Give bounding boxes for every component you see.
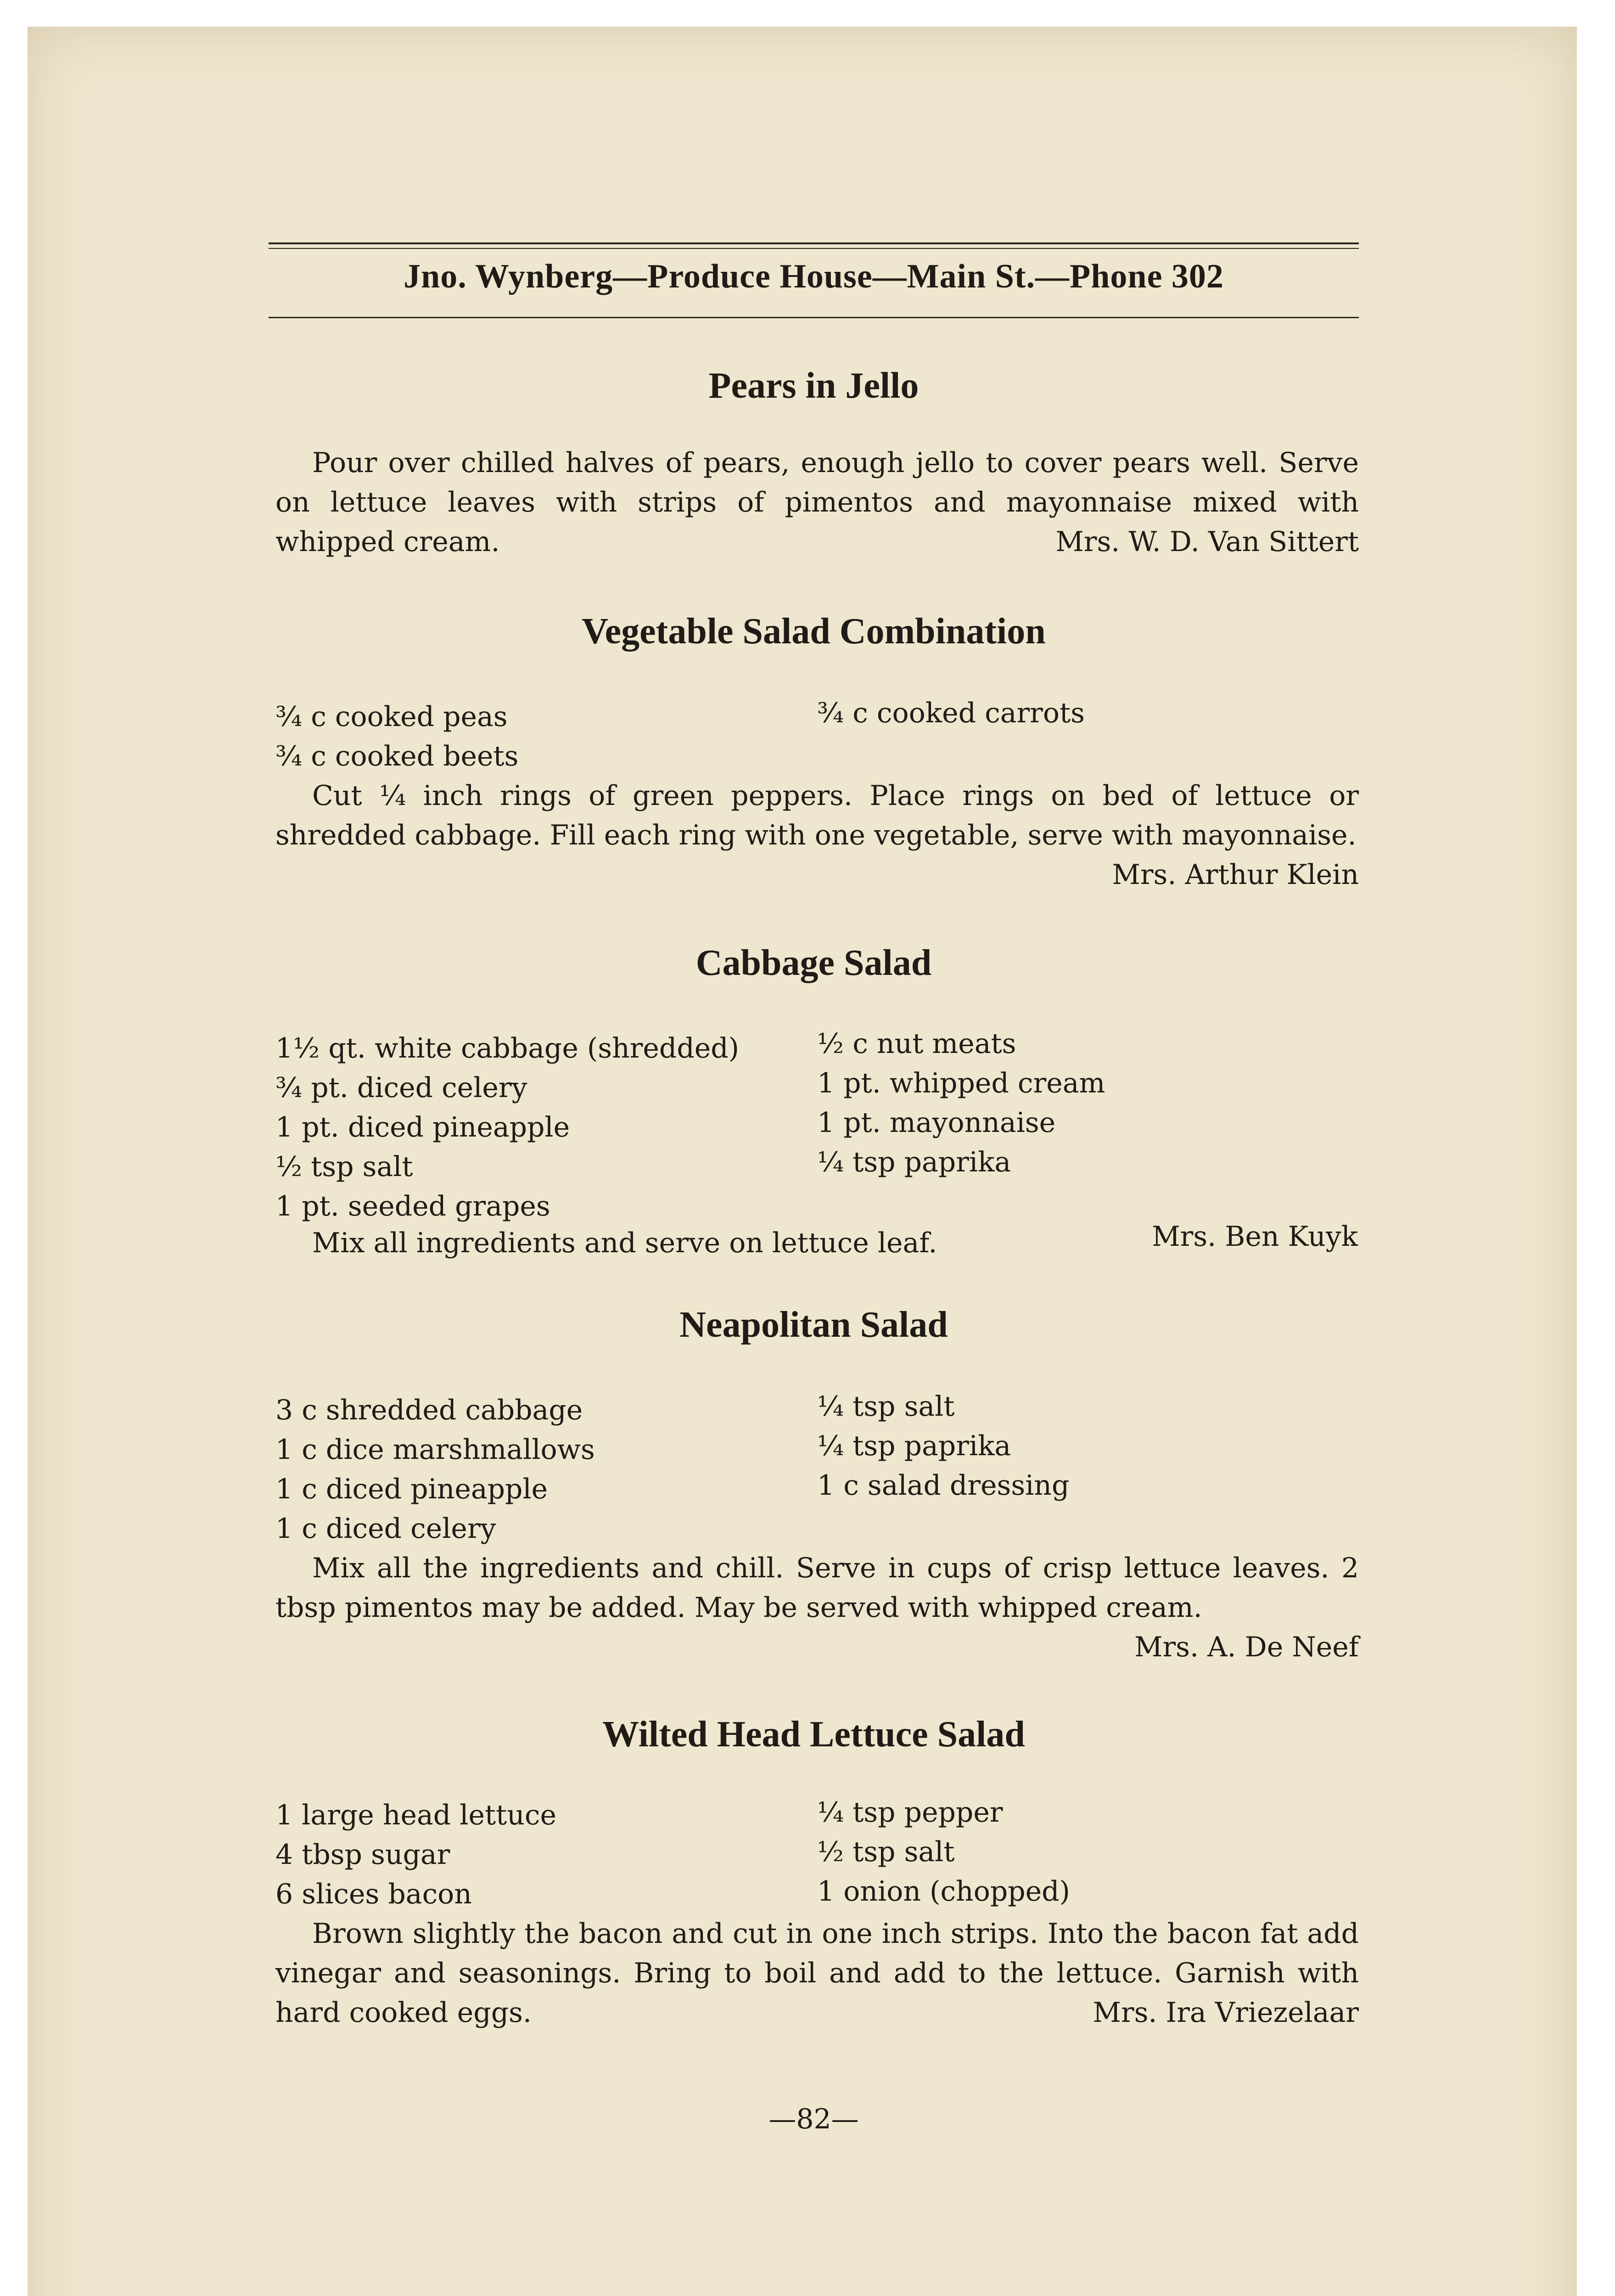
recipe-title: Cabbage Salad — [695, 943, 932, 983]
ingredient: ¾ c cooked beets — [275, 740, 519, 772]
ingredient: ¼ tsp paprika — [817, 1430, 1011, 1462]
ingredient: 1 c dice marshmallows — [275, 1434, 595, 1466]
ingredient: 1 c diced pineapple — [275, 1473, 548, 1505]
recipe-title: Vegetable Salad Combination — [582, 611, 1046, 652]
ingredient: 1 pt. diced pineapple — [275, 1111, 570, 1143]
ingredient: 1 c diced celery — [275, 1513, 496, 1545]
header-rule-top-thin — [269, 248, 1359, 249]
ingredient: ¼ tsp pepper — [817, 1796, 1003, 1829]
recipe-author: Mrs. Ben Kuyk — [1152, 1221, 1358, 1253]
recipe-author: Mrs. Ira Vriezelaar — [1093, 1997, 1359, 2029]
recipe-author: Mrs. A. De Neef — [1134, 1631, 1359, 1663]
ingredient: ¼ tsp paprika — [817, 1146, 1011, 1178]
recipe-title: Neapolitan Salad — [679, 1305, 948, 1345]
recipe-title: Pears in Jello — [708, 366, 919, 406]
ingredient: 1 pt. mayonnaise — [817, 1107, 1056, 1139]
ingredient: ¾ pt. diced celery — [275, 1072, 527, 1104]
recipe-text: Cut ¼ inch rings of green peppers. Place rings on bed of lettuce or shredded cabbage. Fill each ring with one vegetable, serve with mayonnaise. — [275, 780, 1359, 851]
page-header: Jno. Wynberg—Produce House—Main St.—Phone 302 — [404, 258, 1224, 295]
header-rule-top — [269, 242, 1359, 244]
ingredient: 1 onion (chopped) — [817, 1875, 1070, 1908]
ingredient: 1 large head lettuce — [275, 1799, 556, 1831]
ingredient: 1 c salad dressing — [817, 1469, 1070, 1502]
ingredient: 1 pt. whipped cream — [817, 1067, 1105, 1099]
page-number: —82— — [768, 2103, 859, 2135]
ingredient: 6 slices bacon — [275, 1878, 472, 1910]
recipe-text: Pour over chilled halves of pears, enough jello to cover pears well. Serve on lettuce leaves with strips of pimentos and mayonnaise mixed with whipped cream. — [275, 447, 1359, 558]
ingredient: 1½ qt. white cabbage (shredded) — [275, 1032, 740, 1064]
ingredient: 4 tbsp sugar — [275, 1839, 450, 1871]
ingredient: ¼ tsp salt — [817, 1390, 955, 1423]
recipe-text: Mix all the ingredients and chill. Serve in cups of crisp lettuce leaves. 2 tbsp pimentos may be added. May be served with whipped cream. — [275, 1552, 1359, 1624]
recipe-text: Mix all ingredients and serve on lettuce leaf. — [312, 1227, 937, 1259]
ingredient: ½ c nut meats — [817, 1028, 1016, 1060]
ingredient: 1 pt. seeded grapes — [275, 1190, 550, 1222]
recipe-author: Mrs. W. D. Van Sittert — [1055, 526, 1359, 558]
recipe-author: Mrs. Arthur Klein — [1112, 859, 1359, 891]
ingredient: ½ tsp salt — [275, 1151, 413, 1183]
ingredient: ¾ c cooked peas — [275, 701, 508, 733]
ingredient: 3 c shredded cabbage — [275, 1394, 583, 1426]
recipe-title: Wilted Head Lettuce Salad — [602, 1714, 1025, 1755]
recipe-text: Brown slightly the bacon and cut in one inch strips. Into the bacon fat add vinegar and seasonings. Bring to boil and add to the lettuce. Garnish with hard cooked eggs. — [275, 1918, 1359, 2029]
ingredient: ¾ c cooked carrots — [817, 697, 1085, 729]
header-rule-bottom — [269, 317, 1359, 318]
ingredient: ½ tsp salt — [817, 1836, 955, 1868]
